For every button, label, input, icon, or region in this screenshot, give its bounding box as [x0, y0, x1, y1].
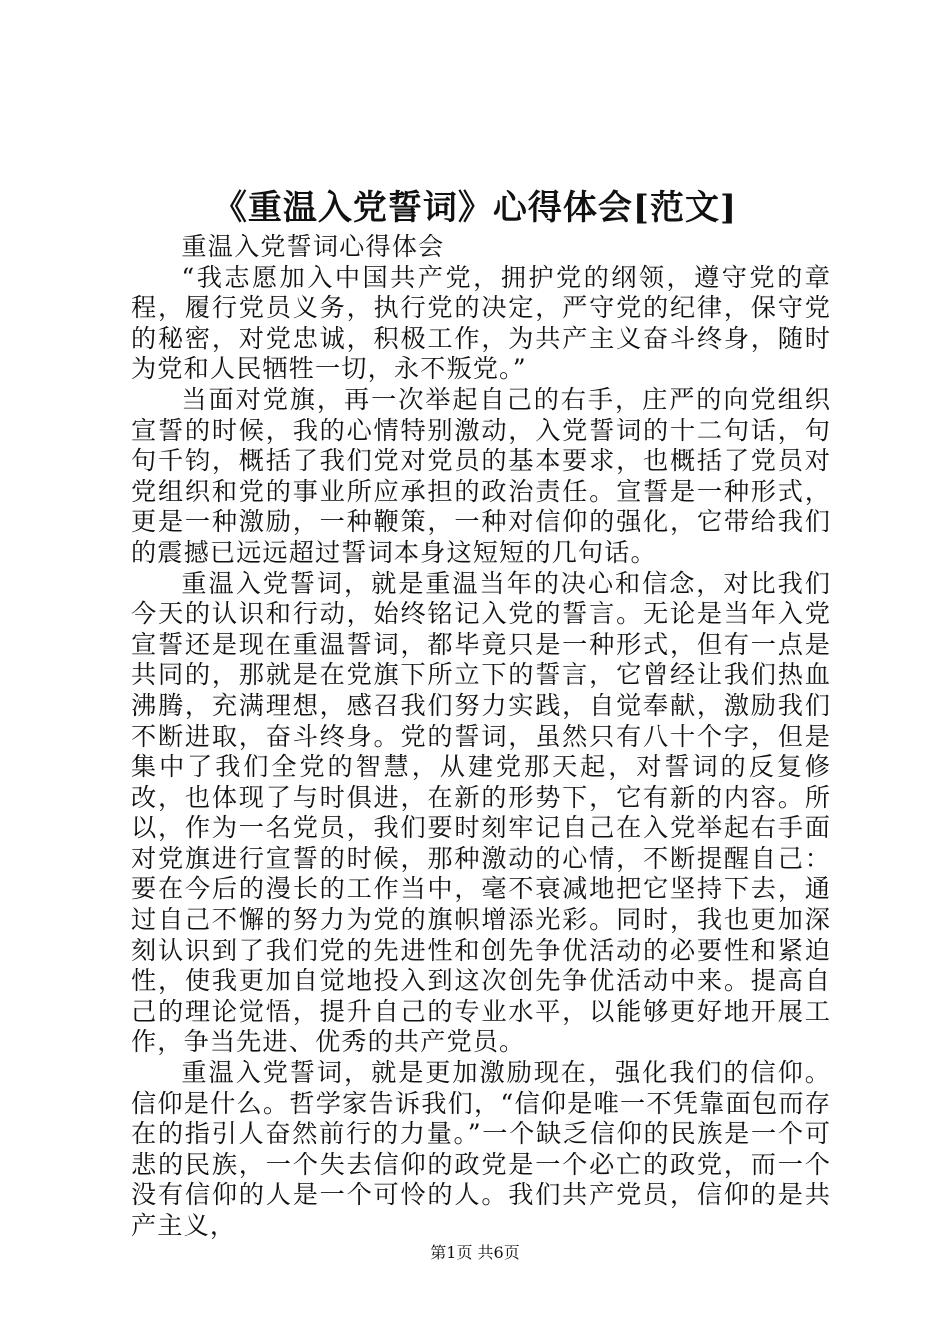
body-paragraph: 当面对党旗，再一次举起自己的右手，庄严的向党组织宣誓的时候，我的心情特别激动，入党誓词的十二句话，句句千钧，概括了我们党对党员的基本要求，也概括了党员对党组织和党的事业所应承担的政治责任。宣誓是一种形式，更是一种激励，一种鞭策，一种对信仰的强化，它带给我们的震撼已远远超过誓词本身这短短的几句话。 — [131, 384, 831, 567]
document-body — [131, 232, 831, 1242]
page-number-footer: 第1页 共6页 — [430, 1243, 520, 1262]
body-paragraph: 重温入党誓词，就是更加激励现在，强化我们的信仰。信仰是什么。哲学家告诉我们，“信仰是唯一不凭靠面包而存在的指引人奋然前行的力量。”一个缺乏信仰的民族是一个可悲的民族，一个失去信仰的政党是一个必亡的政党，而一个没有信仰的人是一个可怜的人。我们共产党员，信仰的是共产主义， — [131, 1058, 831, 1240]
document-title: 《重温入党誓词》心得体会[范文] — [212, 188, 738, 228]
body-paragraph: 重温入党誓词，就是重温当年的决心和信念，对比我们今天的认识和行动，始终铭记入党的誓言。无论是当年入党宣誓还是现在重温誓词，都毕竟只是一种形式，但有一点是共同的，那就是在党旗下所立下的誓言，它曾经让我们热血沸腾，充满理想，感召我们努力实践，自觉奉献，激励我们不断进取，奋斗终身。党的誓词，虽然只有八十个字，但是集中了我们全党的智慧，从建党那天起，对誓词的反复修改，也体现了与时俱进，在新的形势下，它有新的内容。所以，作为一名党员，我们要时刻牢记自己在入党举起右手面对党旗进行宣誓的时候，那种激动的心情，不断提醒自己：要在今后的漫长的工作当中，毫不衰减地把它坚持下去，通过自己不懈的努力为党的旗帜增添光彩。同时，我也更加深刻认识到了我们党的先进性和创先争优活动的必要性和紧迫性，使我更加自觉地投入到这次创先争优活动中来。提高自己的理论觉悟，提升自己的专业水平，以能够更好地开展工作，争当先进、优秀的共产党员。 — [131, 568, 831, 1057]
subtitle-paragraph: 重温入党誓词心得体会 — [181, 232, 445, 261]
oath-paragraph: “我志愿加入中国共产党，拥护党的纲领，遵守党的章程，履行党员义务，执行党的决定，严守党的纪律，保守党的秘密，对党忠诚，积极工作，为共产主义奋斗终身，随时为党和人民牺牲一切，永不叛党。” — [131, 262, 831, 384]
